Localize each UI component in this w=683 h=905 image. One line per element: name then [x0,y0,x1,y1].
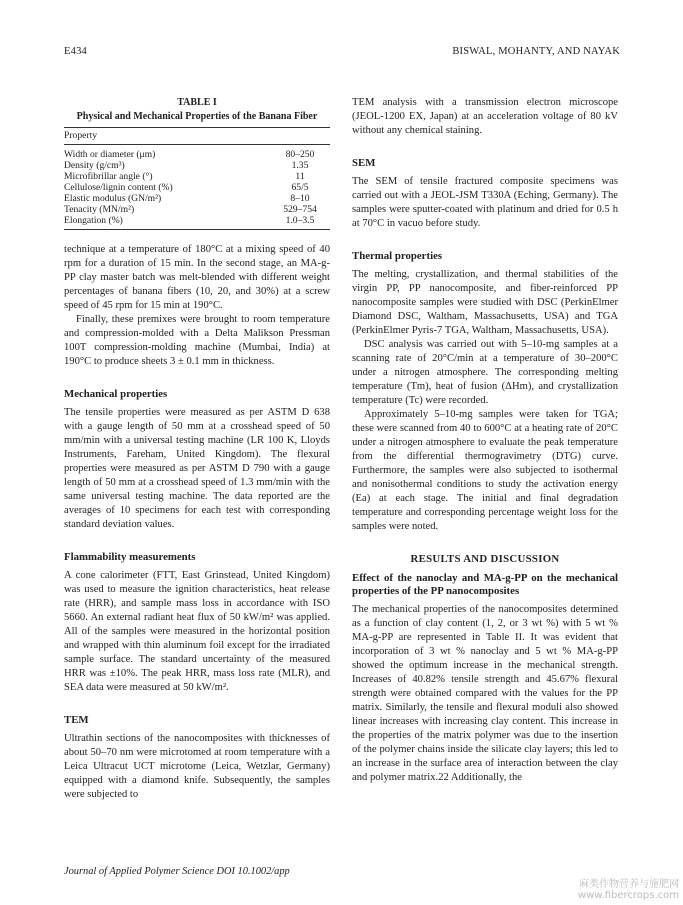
table-row [64,171,330,182]
heading-flammability: Flammability measurements [64,551,196,563]
paragraph-thermal-3: Approximately 5–10-mg samples were taken for TGA; these were scanned from 40 to 600°C at a heating rate of 20°C under a nitrogen atmosphere to evaluate the peak temperature from the differential thermogravimetry (DTG) curve. Furthermore, the samples were also subjected to isothermal and nonisothermal conditions to study the activation energy (Ea) at each stage. The initial and final degradation temperature and corresponding percentage weight loss for the samples were noted. [352,409,618,532]
table-cell-property: Tenacity (MN/m²) [64,204,135,215]
paragraph-thermal-1: The melting, crystallization, and thermal stabilities of the virgin PP, PP nanocomposite, and fiber-reinforced PP nanocomposite samples were studied with DSC (PerkinElmer Diamond DSC, Waltham, Massachusetts, USA) and TGA (PerkinElmer Pyris-7 TGA, Waltham, Massachusetts, USA). [352,269,618,336]
table-row [64,160,330,171]
table-cell-property: Elastic modulus (GN/m²) [64,193,162,204]
heading-sem: SEM [352,157,376,169]
right-column [352,96,618,785]
running-header-authors: BISWAL, MOHANTY, AND NAYAK [452,46,620,57]
table-number: TABLE I [177,97,217,108]
table-cell-value: 1.0–3.5 [285,215,315,226]
paragraph-effect-nanoclay: The mechanical properties of the nanocomposites determined as a function of clay content (1, 2, or 3 wt %) with 5 wt % MA-g-PP are represented in Table II. It was evident that incorporation of 3 wt % nanoclay and 5 wt % MA-g-PP showed the optimum increase in the mechanical strength. Increases of 40.82% tensile strength and 45.67% flexural strength were obtained compared with the values for the PP matrix. Similarly, the tensile and flexural moduli also showed linear increases with increasing clay content. This increase in the properties of the matrix polymer was due to the insertion of the polymer chains inside the silicate clay layers; this led to an increase in the surface area of interaction between the clay and polymer matrix.22 Additionally, the [352,604,618,783]
paragraph-compression-molding: Finally, these premixes were brought to room temperature and compression-molded with a Delta Malikson Pressman 100T compression-molding machine (Mumbai, India) at 190°C to produce sheets 3 ± 0.1 mm in thickness. [64,314,330,367]
table-cell-value: 11 [295,171,305,182]
paragraph-tem-continued: TEM analysis with a transmission electron microscope (JEOL-1200 EX, Japan) at an acceleration voltage of 80 kV without any chemical staining. [352,97,618,136]
heading-tem: TEM [64,714,89,726]
heading-results-discussion: RESULTS AND DISCUSSION [410,553,560,565]
table-cell-value: 65/5 [291,182,309,193]
table-row [64,149,330,160]
heading-effect-nanoclay: Effect of the nanoclay and MA-g-PP on the mechanical properties of the PP nanocomposites [352,572,618,597]
table-column-header: Property [64,130,98,141]
table-cell-value: 1.35 [291,160,309,171]
page-number: E434 [64,46,87,57]
table-cell-property: Cellulose/lignin content (%) [64,182,173,193]
table-cell-property: Width or diameter (μm) [64,149,156,160]
table-body [64,128,330,226]
table-1 [64,96,330,230]
journal-footer: Journal of Applied Polymer Science DOI 10.1002/app [64,866,290,877]
table-row [64,204,330,215]
paragraph-flammability: A cone calorimeter (FTT, East Grinstead, United Kingdom) was used to measure the ignition characteristics, heat release rate (HRR), and sample mass loss in accordance with ISO 5660. An external radiant heat flux of 50 kW/m² was applied. All of the samples were measured in the horizontal position and wrapped with thin aluminum foil except for the irradiated sample surface. The standard uncertainty of the measured HRR was ±10%. The peak HRR, mass loss rate (MLR), and SEA data were measured at 50 kW/m². [64,570,330,693]
table-cell-value: 529–754 [283,204,317,215]
table-cell-value: 80–250 [285,149,315,160]
table-row [64,215,330,226]
table-row [64,193,330,204]
left-column [64,96,330,802]
table-title: Physical and Mechanical Properties of the Banana Fiber [76,111,318,122]
table-cell-property: Elongation (%) [64,215,123,226]
paragraph-thermal-2: DSC analysis was carried out with 5–10-mg samples at a scanning rate of 20°C/min at a temperature of 30–200°C under a nitrogen atmosphere. The corresponding melting temperature (Tm), heat of fusion (ΔHm), and crystallization temperature (Tc) were recorded. [352,339,618,406]
paragraph-tem: Ultrathin sections of the nanocomposites with thicknesses of about 50–70 nm were microtomed at room temperature with a Leica Ultracut UCT microtome (Leica, Wetzlar, Germany) equipped with a diamond knife. Subsequently, the samples were subjected to [64,733,330,800]
watermark-line-2: www.fibercrops.com [577,890,679,901]
paragraph-sem: The SEM of tensile fractured composite specimens was carried out with a JEOL-JSM T330A (Eching, Germany). The samples were sputter-coated with platinum and dried for 0.5 h at 70°C in vacuo before study. [352,176,618,229]
table-cell-value: 8–10 [290,193,310,204]
paragraph-process-end: technique at a temperature of 180°C at a mixing speed of 40 rpm for a duration of 15 min. In the second stage, an MA-g-PP clay master batch was melt-blended with different weight percentages of banana fibers (10, 20, and 30%) at a screw speed of 45 rpm for 15 min at 190°C. [64,244,330,311]
paragraph-mechanical: The tensile properties were measured as per ASTM D 638 with a gauge length of 50 mm at a crosshead speed of 50 mm/min with a universal testing machine (LR 100 K, Lloyds Instruments, Fareham, United Kingdom). The flexural properties were measured as per ASTM D 790 with a gauge length of 50 mm at a crosshead speed of 1.3 mm/min with the same universal testing machine. The data reported are the averages of 10 specimens for each test with corresponding standard deviation values. [64,407,330,530]
watermark-line-1: 麻类作物营养与施肥网 [579,879,679,890]
table-cell-property: Density (g/cm³) [64,160,125,171]
heading-mechanical-properties: Mechanical properties [64,388,168,400]
site-watermark [578,879,679,901]
table-cell-property: Microfibrillar angle (°) [64,171,153,182]
heading-thermal-properties: Thermal properties [352,250,443,262]
table-row [64,182,330,193]
